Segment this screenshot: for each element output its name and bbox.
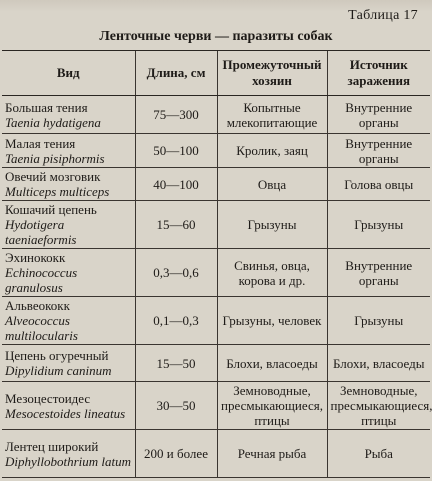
- species-cell: [2, 345, 135, 382]
- header-host: Промежуточный хозяин: [217, 51, 327, 96]
- species-cell: [2, 297, 135, 345]
- table-row: [2, 382, 430, 430]
- host-cell: Свинья, овца, корова и др.: [217, 249, 327, 297]
- species-common-name: Альвеококк: [5, 298, 70, 313]
- table-row: [2, 249, 430, 297]
- source-cell: Блохи, власоеды: [327, 345, 430, 382]
- species-latin-name: Mesocestoides lineatus: [5, 405, 126, 421]
- length-cell: 200 и более: [135, 430, 217, 478]
- length-cell: 15—60: [135, 201, 217, 249]
- species-latin-name: Taenia pisiphormis: [5, 150, 105, 166]
- species-common-name: Овечий мозговик: [5, 169, 101, 184]
- table-row: [2, 201, 430, 249]
- table-number: Таблица 17: [348, 8, 418, 23]
- source-cell: Внутренние органы: [327, 96, 430, 134]
- species-latin-name: Echinococcus granulosus: [5, 265, 78, 295]
- species-latin-name: Dipylidium caninum: [5, 363, 112, 378]
- species-cell: [2, 382, 135, 430]
- host-cell: Грызуны, человек: [217, 297, 327, 345]
- table-row: [2, 134, 430, 168]
- species-latin-name: Hydotigera taeniaeformis: [5, 217, 77, 247]
- length-cell: 0,1—0,3: [135, 297, 217, 345]
- header-source: Источник заражения: [327, 51, 430, 96]
- species-latin-name: Taenia hydatigena: [5, 114, 101, 130]
- table-body: [2, 96, 430, 478]
- header-row: [2, 51, 430, 96]
- length-cell: 15—50: [135, 345, 217, 382]
- host-cell: Блохи, власоеды: [217, 345, 327, 382]
- source-cell: Голова овцы: [327, 168, 430, 201]
- species-cell: [2, 249, 135, 297]
- length-cell: 30—50: [135, 382, 217, 430]
- table-row: [2, 297, 430, 345]
- host-cell: Речная рыба: [217, 430, 327, 478]
- species-common-name: Большая тения: [5, 99, 88, 115]
- header-species: Вид: [2, 51, 135, 96]
- species-latin-name: Diphyllobothrium latum: [5, 453, 132, 469]
- table-row: [2, 430, 430, 478]
- source-cell: Внутренние органы: [327, 134, 430, 168]
- table-row: [2, 168, 430, 201]
- source-cell: Грызуны: [327, 201, 430, 249]
- species-cell: [2, 430, 135, 478]
- table-caption: Ленточные черви — паразиты собак: [99, 29, 333, 44]
- length-cell: 50—100: [135, 134, 217, 168]
- length-cell: 0,3—0,6: [135, 249, 217, 297]
- species-common-name: Эхинококк: [5, 250, 66, 265]
- length-cell: 75—300: [135, 96, 217, 134]
- host-cell: Кролик, заяц: [217, 134, 327, 168]
- source-cell: Внутренние органы: [327, 249, 430, 297]
- species-cell: [2, 134, 135, 168]
- species-latin-name: Alveococcus multilocularis: [5, 313, 78, 343]
- source-cell: Рыба: [327, 430, 430, 478]
- table-row: [2, 96, 430, 134]
- host-cell: Грызуны: [217, 201, 327, 249]
- species-cell: [2, 201, 135, 249]
- species-common-name: Цепень огуречный: [5, 348, 109, 363]
- species-cell: [2, 168, 135, 201]
- parasites-table: [2, 50, 430, 478]
- species-common-name: Малая тения: [5, 135, 76, 151]
- source-cell: Земноводные, пресмыкающиеся, птицы: [327, 382, 430, 430]
- host-cell: Копытные млекопитающие: [217, 96, 327, 134]
- host-cell: Овца: [217, 168, 327, 201]
- species-cell: [2, 96, 135, 134]
- species-common-name: Мезоцестоидес: [5, 390, 91, 406]
- species-common-name: Кошачий цепень: [5, 202, 97, 217]
- table-row: [2, 345, 430, 382]
- host-cell: Земноводные, пресмыкающиеся, птицы: [217, 382, 327, 430]
- header-length: Длина, см: [135, 51, 217, 96]
- source-cell: Грызуны: [327, 297, 430, 345]
- length-cell: 40—100: [135, 168, 217, 201]
- species-common-name: Лентец широкий: [5, 438, 99, 454]
- species-latin-name: Multiceps multiceps: [5, 184, 110, 199]
